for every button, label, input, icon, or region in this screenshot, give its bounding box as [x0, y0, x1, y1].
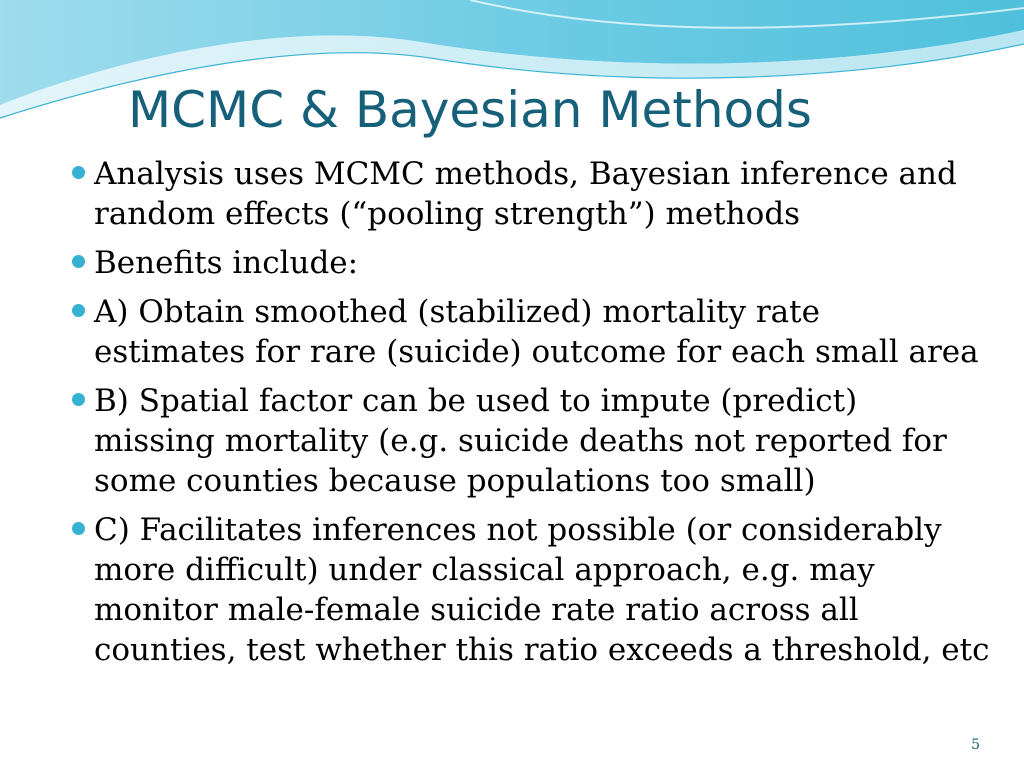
bullet-text-line: A) Obtain smoothed (stabilized) mortality rate	[94, 294, 820, 330]
bullet-text-line: C) Facilitates inferences not possible (or considerably	[94, 512, 942, 548]
bullet-item	[70, 243, 990, 283]
bullet-text-line: B) Spatial factor can be used to impute (predict)	[94, 383, 858, 419]
bullet-list	[70, 154, 990, 679]
bullet-text-line: monitor male-female suicide rate ratio across all	[94, 592, 859, 628]
bullet-text-line: random effects (“pooling strength”) methods	[94, 196, 801, 232]
bullet-item	[70, 154, 990, 234]
bullet-text-line: Analysis uses MCMC methods, Bayesian inference and	[94, 156, 957, 192]
bullet-item	[70, 510, 990, 670]
bullet-dot-icon	[72, 393, 85, 406]
bullet-item	[70, 292, 990, 372]
bullet-text-line: Benefits include:	[94, 245, 359, 281]
bullet-dot-icon	[72, 255, 85, 268]
bullet-item	[70, 381, 990, 501]
bullet-dot-icon	[72, 166, 85, 179]
page-number: 5	[971, 737, 980, 753]
slide-title: MCMC & Bayesian Methods	[128, 81, 812, 139]
bullet-text-line: counties, test whether this ratio exceeds a threshold, etc	[94, 632, 990, 668]
bullet-text-line: missing mortality (e.g. suicide deaths not reported for	[94, 423, 947, 459]
bullet-dot-icon	[72, 522, 85, 535]
bullet-dot-icon	[72, 304, 85, 317]
bullet-text-line: more difficult) under classical approach, e.g. may	[94, 552, 875, 588]
bullet-text-line: some counties because populations too small)	[94, 463, 816, 499]
bullet-text-line: estimates for rare (suicide) outcome for each small area	[94, 334, 979, 370]
